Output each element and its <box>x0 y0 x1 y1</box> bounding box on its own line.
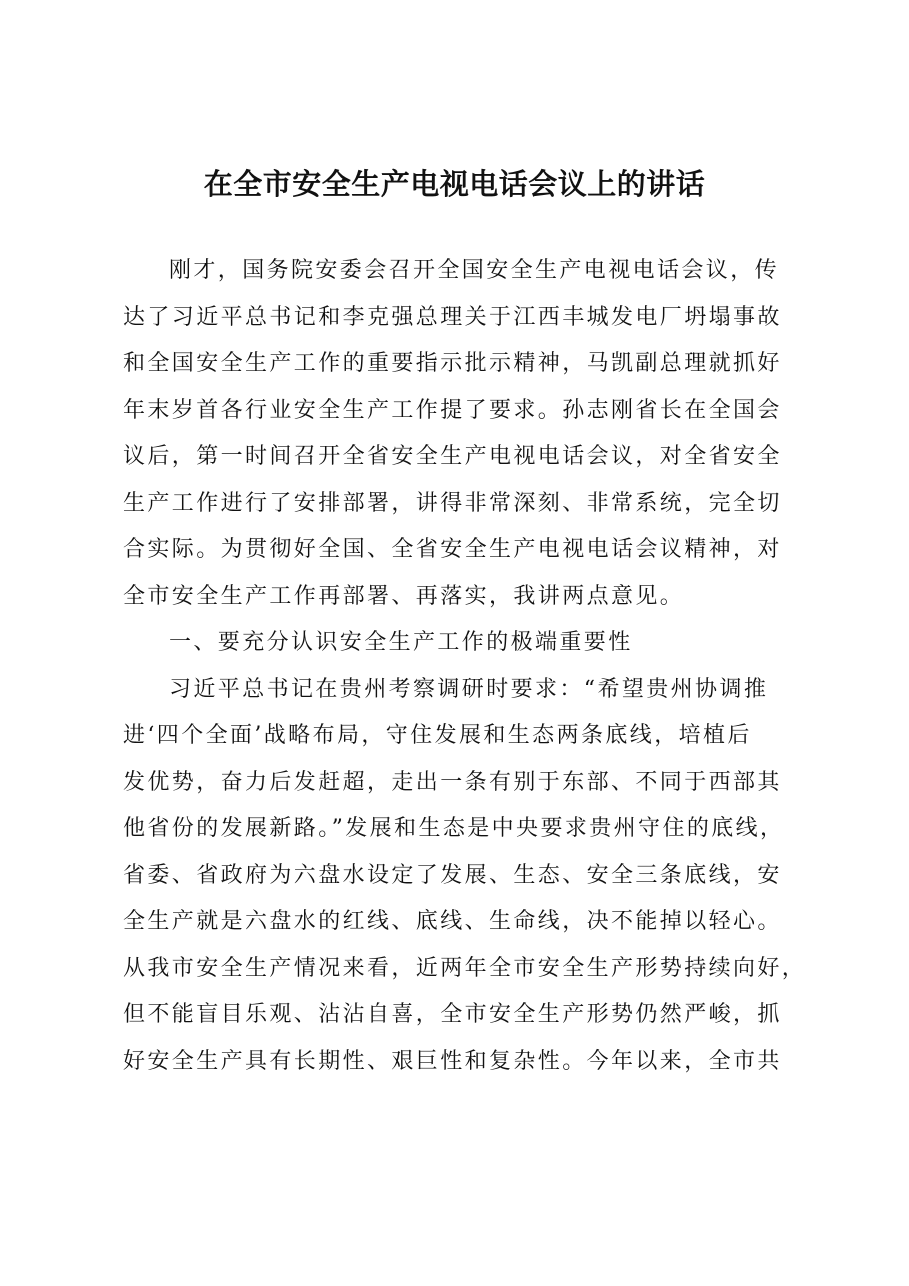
paragraph-2-line-6: 全生产就是六盘水的红线、底线、生命线，决不能掉以轻心。 <box>123 909 782 934</box>
paragraph-2-line-1: 习近平总书记在贵州考察调研时要求：“希望贵州协调推 <box>169 676 769 702</box>
document-body <box>123 248 807 1085</box>
paragraph-2-line-3: 发优势，奋力后发赶超，走出一条有别于东部、不同于西部其 <box>123 769 782 795</box>
paragraph-2-line-5: 省委、省政府为六盘水设定了发展、生态、安全三条底线，安 <box>123 862 782 888</box>
paragraph-1-line-5: 议后，第一时间召开全省安全生产电视电话会议，对全省安全 <box>123 444 782 469</box>
paragraph-2-line-4: 他省份的发展新路。”发展和生态是中央要求贵州守住的底线， <box>123 816 785 841</box>
paragraph-2-line-8: 但不能盲目乐观、沾沾自喜，全市安全生产形势仍然严峻，抓 <box>123 1002 782 1027</box>
paragraph-1-line-2: 达了习近平总书记和李克强总理关于江西丰城发电厂坍塌事故 <box>123 304 782 330</box>
paragraph-2-line-2: 进‘四个全面’战略布局，守住发展和生态两条底线，培植后 <box>123 723 752 748</box>
paragraph-2-line-9: 好安全生产具有长期性、艰巨性和复杂性。今年以来，全市共 <box>123 1048 782 1074</box>
paragraph-1-line-1: 刚才，国务院安委会召开全国安全生产电视电话会议，传 <box>169 258 780 283</box>
document-title: 在全市安全生产电视电话会议上的讲话 <box>203 167 706 201</box>
paragraph-1-line-7: 合实际。为贯彻好全国、全省安全生产电视电话会议精神，对 <box>123 537 782 562</box>
section-heading: 一、要充分认识安全生产工作的极端重要性 <box>169 630 633 655</box>
paragraph-1-line-3: 和全国安全生产工作的重要指示批示精神，马凯副总理就抓好 <box>123 351 782 376</box>
paragraph-2-line-7: 从我市安全生产情况来看，近两年全市安全生产形势持续向好， <box>123 955 807 981</box>
paragraph-1-line-4: 年末岁首各行业安全生产工作提了要求。孙志刚省长在全国会 <box>123 397 782 423</box>
paragraph-1-line-8: 全市安全生产工作再部署、再落实，我讲两点意见。 <box>123 583 685 609</box>
paragraph-1-line-6: 生产工作进行了安排部署，讲得非常深刻、非常系统，完全切 <box>123 490 782 516</box>
